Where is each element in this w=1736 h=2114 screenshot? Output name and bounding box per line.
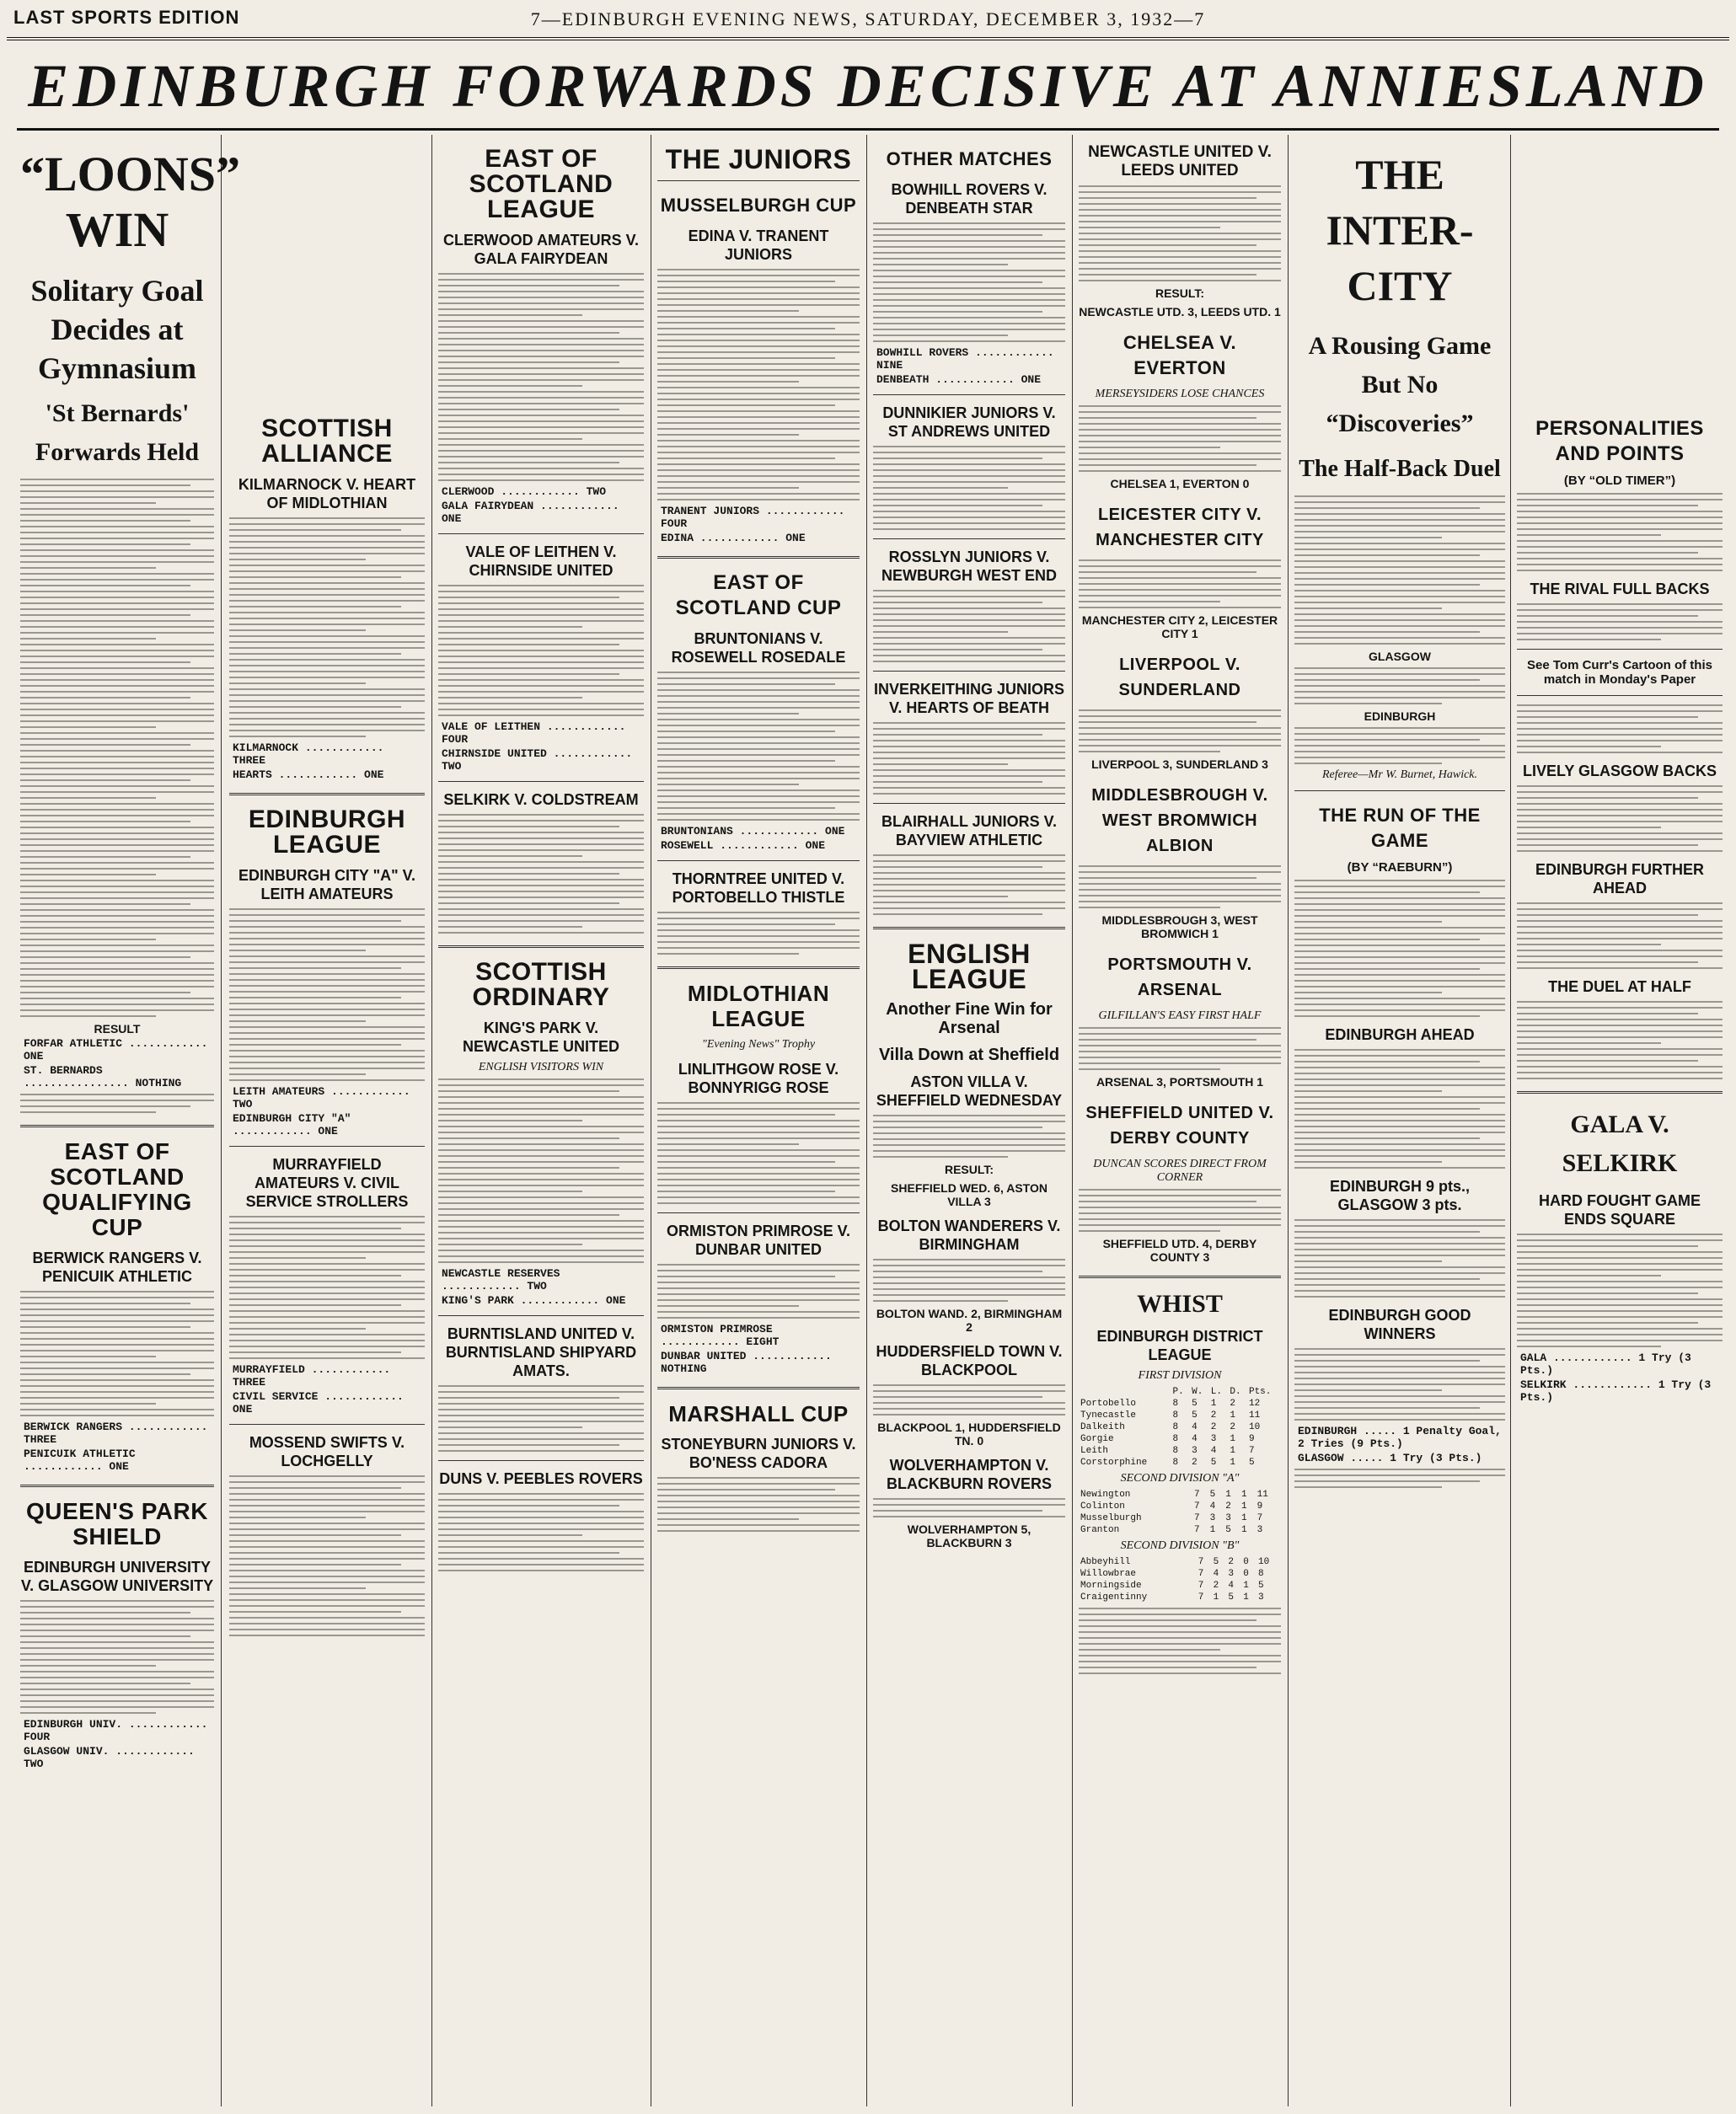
subheading: EDINBURGH FURTHER AHEAD (1535, 861, 1704, 896)
stat-cell: 3 (1228, 1569, 1235, 1579)
score-line: PENICUIK ATHLETIC ............ ONE (24, 1448, 136, 1473)
result-label: RESULT (94, 1022, 141, 1036)
team-name: Granton (1080, 1525, 1120, 1535)
result-label: RESULT: (944, 1163, 994, 1176)
stat-cell: 5 (1228, 1592, 1235, 1603)
match-heading: MOSSEND SWIFTS V. LOCHGELLY (249, 1434, 405, 1469)
match-heading: THORNTREE UNITED V. PORTOBELLO THISTLE (672, 870, 845, 906)
section-heading: MARSHALL CUP (668, 1401, 849, 1426)
score-line: DENBEATH ............ ONE (876, 373, 1042, 386)
column-header: L. (1210, 1387, 1222, 1397)
match-heading: CLERWOOD AMATEURS V. GALA FAIRYDEAN (442, 232, 639, 267)
stat-cell: 1 (1230, 1434, 1235, 1444)
gala-headline: GALA V. SELKIRK (1562, 1111, 1678, 1177)
stat-cell: 5 (1258, 1581, 1264, 1591)
stat-cell: 4 (1192, 1422, 1198, 1432)
whist-table (1079, 1489, 1281, 1536)
column-header: D. (1230, 1387, 1241, 1397)
score-line: NEWCASTLE RESERVES ............ TWO (442, 1267, 560, 1292)
stat-cell: 7 (1193, 1490, 1200, 1500)
score-line: BOWHILL ROVERS ............ NINE (876, 346, 1054, 372)
subheading: Villa Down at Sheffield (878, 1046, 1060, 1064)
stat-cell: 2 (1225, 1501, 1231, 1512)
team-name: Colinton (1080, 1501, 1125, 1512)
stat-cell: 5 (1248, 1458, 1255, 1468)
team-name: Corstorphine (1080, 1458, 1148, 1468)
score-line: LIVERPOOL 3, SUNDERLAND 3 (1091, 757, 1268, 771)
match-heading: BOWHILL ROVERS V. DENBEATH STAR (891, 181, 1047, 217)
match-note: GILFILLAN'S EASY FIRST HALF (1098, 1009, 1262, 1022)
date-line: 7—EDINBURGH EVENING NEWS, SATURDAY, DECEMBER 3, 1932—7 (530, 8, 1206, 29)
section-heading: OTHER MATCHES (886, 148, 1053, 169)
column-2 (229, 135, 425, 2106)
subheading: EDINBURGH AHEAD (1325, 1026, 1475, 1043)
team-name: Leith (1080, 1446, 1109, 1456)
stat-cell: 11 (1256, 1490, 1268, 1500)
edition-label: LAST SPORTS EDITION (13, 7, 240, 28)
stat-cell: 7 (1198, 1581, 1204, 1591)
table-header-row (1079, 1386, 1281, 1398)
section-heading: QUEEN'S PARK SHIELD (26, 1498, 208, 1549)
stat-cell: 7 (1193, 1513, 1200, 1523)
stat-cell: 4 (1210, 1446, 1217, 1456)
stat-cell: 8 (1172, 1446, 1179, 1456)
match-note: ENGLISH VISITORS WIN (478, 1061, 604, 1073)
team-label: GLASGOW (1369, 650, 1431, 663)
stat-cell: 2 (1192, 1458, 1198, 1468)
stat-cell: 10 (1248, 1422, 1261, 1432)
stat-cell: 9 (1256, 1501, 1263, 1512)
team-name: Dalkeith (1080, 1422, 1125, 1432)
stat-cell: 1 (1240, 1513, 1247, 1523)
stat-cell: 4 (1213, 1569, 1219, 1579)
whist-table (1079, 1556, 1281, 1603)
score-line: DUNBAR UNITED ............ NOTHING (661, 1350, 832, 1375)
stat-cell: 0 (1243, 1569, 1249, 1579)
stat-cell: 1 (1240, 1490, 1247, 1500)
stat-cell: 3 (1210, 1434, 1217, 1444)
stat-cell: 1 (1213, 1592, 1219, 1603)
subheading: HARD FOUGHT GAME ENDS SQUARE (1539, 1192, 1701, 1228)
whist-division: SECOND DIVISION "A" (1120, 1472, 1240, 1485)
score-line: EDINBURGH ..... 1 Penalty Goal, 2 Tries (9 Pts.) (1298, 1425, 1502, 1450)
stat-cell: 1 (1209, 1525, 1216, 1535)
column-1 (20, 135, 241, 2106)
stat-cell: 3 (1192, 1446, 1198, 1456)
trophy-note: "Evening News" Trophy (701, 1038, 816, 1051)
whist-league: EDINBURGH DISTRICT LEAGUE (1096, 1328, 1263, 1363)
stat-cell: 8 (1172, 1434, 1179, 1444)
score-line: BRUNTONIANS ............ ONE (661, 825, 845, 838)
team-name: Craigentinny (1080, 1592, 1148, 1603)
subheading: EDINBURGH GOOD WINNERS (1328, 1307, 1471, 1342)
stat-cell: 2 (1213, 1581, 1219, 1591)
referee-line: Referee—Mr W. Burnet, Hawick. (1321, 768, 1478, 781)
score-line: GALA FAIRYDEAN ............ ONE (442, 500, 619, 525)
score-line: KING'S PARK ............ ONE (442, 1294, 626, 1307)
stat-cell: 8 (1258, 1569, 1264, 1579)
stat-cell: 7 (1198, 1557, 1204, 1567)
cartoon-note: See Tom Curr's Cartoon of this match in Monday's Paper (1527, 658, 1712, 687)
column-header: W. (1192, 1387, 1203, 1397)
table-row (1079, 1445, 1281, 1457)
stat-cell: 1 (1243, 1592, 1249, 1603)
score-line: ST. BERNARDS ................ NOTHING (24, 1064, 182, 1089)
match-heading: MIDDLESBROUGH V. WEST BROMWICH ALBION (1091, 786, 1268, 855)
subheading: THE DUEL AT HALF (1548, 978, 1691, 995)
stat-cell: 11 (1248, 1410, 1261, 1421)
column-header: P. (1172, 1387, 1184, 1397)
match-heading: SHEFFIELD UNITED V. DERBY COUNTY (1085, 1104, 1274, 1148)
match-heading: LIVERPOOL V. SUNDERLAND (1118, 656, 1241, 699)
match-heading: BURNTISLAND UNITED V. BURNTISLAND SHIPYARD AMATS. (445, 1325, 637, 1379)
stat-cell: 7 (1193, 1525, 1200, 1535)
stat-cell: 3 (1225, 1513, 1231, 1523)
score-line: GLASGOW ..... 1 Try (3 Pts.) (1298, 1452, 1482, 1464)
stat-cell: 5 (1192, 1399, 1198, 1409)
column-4 (657, 135, 860, 2106)
score-line: SHEFFIELD WED. 6, ASTON VILLA 3 (891, 1181, 1047, 1208)
stat-cell: 1 (1240, 1525, 1247, 1535)
score-line: WOLVERHAMPTON 5, BLACKBURN 3 (907, 1523, 1031, 1549)
match-heading: VALE OF LEITHEN V. CHIRNSIDE UNITED (465, 543, 617, 579)
stat-cell: 0 (1243, 1557, 1249, 1567)
stat-cell: 5 (1192, 1410, 1198, 1421)
stat-cell: 3 (1258, 1592, 1264, 1603)
team-name: Newington (1080, 1490, 1131, 1500)
banner-headline: EDINBURGH FORWARDS DECISIVE AT ANNIESLAND (28, 52, 1708, 120)
match-heading: CHELSEA V. EVERTON (1123, 332, 1237, 378)
team-name: Gorgie (1080, 1434, 1114, 1444)
section-heading: EAST OF SCOTLAND QUALIFYING CUP (42, 1138, 192, 1240)
stat-cell: 5 (1209, 1490, 1216, 1500)
stat-cell: 7 (1198, 1592, 1204, 1603)
stat-cell: 7 (1193, 1501, 1200, 1512)
match-heading: NEWCASTLE UNITED V. LEEDS UNITED (1088, 143, 1272, 179)
match-heading: BERWICK RANGERS V. PENICUIK ATHLETIC (32, 1250, 202, 1285)
stat-cell: 2 (1228, 1557, 1235, 1567)
column-3 (438, 135, 644, 2106)
intercity-subhead-2: The Half-Back Duel (1299, 456, 1501, 482)
match-note: MERSEYSIDERS LOSE CHANCES (1095, 388, 1265, 400)
stat-cell: 4 (1192, 1434, 1198, 1444)
match-heading: DUNNIKIER JUNIORS V. ST ANDREWS UNITED (882, 404, 1056, 440)
team-name: Morningside (1080, 1581, 1142, 1591)
stat-cell: 4 (1209, 1501, 1216, 1512)
match-heading: STONEYBURN JUNIORS V. BO'NESS CADORA (661, 1436, 856, 1471)
match-heading: BRUNTONIANS V. ROSEWELL ROSEDALE (671, 630, 846, 666)
subheading: THE RIVAL FULL BACKS (1530, 581, 1710, 597)
match-heading: WOLVERHAMPTON V. BLACKBURN ROVERS (886, 1457, 1052, 1492)
column-header: Pts. (1248, 1387, 1272, 1397)
score-line: CLERWOOD ............ TWO (442, 485, 607, 498)
stat-cell: 5 (1225, 1525, 1231, 1535)
stat-cell: 1 (1225, 1490, 1231, 1500)
table-row (1079, 1592, 1281, 1603)
column-rule (221, 135, 222, 2106)
score-line: ROSEWELL ............ ONE (661, 839, 826, 852)
score-line: BLACKPOOL 1, HUDDERSFIELD TN. 0 (877, 1421, 1061, 1448)
table-row (1079, 1398, 1281, 1410)
table-row (1079, 1512, 1281, 1524)
byline: (BY “RAEBURN”) (1347, 860, 1453, 875)
score-line: SHEFFIELD UTD. 4, DERBY COUNTY 3 (1102, 1237, 1257, 1264)
table-row (1079, 1433, 1281, 1445)
section-heading: SCOTTISH ALLIANCE (261, 415, 393, 468)
score-line: ORMISTON PRIMROSE ............ EIGHT (661, 1323, 780, 1348)
column-5 (873, 135, 1065, 2106)
stat-cell: 7 (1198, 1569, 1204, 1579)
section-heading: PERSONALITIES AND POINTS (1535, 417, 1704, 465)
match-heading: INVERKEITHING JUNIORS V. HEARTS OF BEATH (873, 681, 1065, 716)
score-line: EDINBURGH UNIV. ............ FOUR (24, 1718, 208, 1743)
whist-heading: WHIST (1137, 1290, 1223, 1318)
score-line: NEWCASTLE UTD. 3, LEEDS UTD. 1 (1079, 305, 1281, 318)
stat-cell: 5 (1213, 1557, 1219, 1567)
table-row (1079, 1501, 1281, 1512)
score-line: EDINA ............ ONE (661, 532, 806, 544)
column-rule (1510, 135, 1511, 2106)
loons-subhead: Solitary Goal Decides at Gymnasium (30, 274, 204, 385)
match-heading: BLAIRHALL JUNIORS V. BAYVIEW ATHLETIC (881, 813, 1058, 848)
score-line: MIDDLESBROUGH 3, WEST BROMWICH 1 (1101, 913, 1258, 940)
table-row (1079, 1524, 1281, 1536)
stat-cell: 8 (1172, 1422, 1179, 1432)
intercity-headline: THE INTER-CITY (1326, 151, 1474, 309)
team-label: EDINBURGH (1364, 709, 1436, 723)
byline: (BY “OLD TIMER”) (1563, 474, 1676, 488)
score-line: EDINBURGH CITY "A" ............ ONE (233, 1112, 351, 1137)
stat-cell: 1 (1210, 1399, 1217, 1409)
stat-cell: 1 (1230, 1446, 1235, 1456)
score-line: LEITH AMATEURS ............ TWO (233, 1085, 410, 1111)
table-row (1079, 1556, 1281, 1568)
column-8 (1517, 135, 1723, 2106)
section-heading: EAST OF SCOTLAND LEAGUE (469, 145, 613, 223)
result-label: RESULT: (1155, 286, 1205, 300)
intercity-subhead: A Rousing Game But No “Discoveries” (1308, 332, 1492, 437)
section-heading: THE JUNIORS (665, 144, 852, 174)
section-heading: MIDLOTHIAN LEAGUE (687, 981, 830, 1031)
match-heading: ORMISTON PRIMROSE V. DUNBAR UNITED (666, 1223, 851, 1258)
match-note: DUNCAN SCORES DIRECT FROM CORNER (1093, 1158, 1267, 1184)
table-row (1079, 1457, 1281, 1469)
score-line: TRANENT JUNIORS ............ FOUR (661, 505, 845, 530)
whist-table (1079, 1386, 1281, 1469)
match-heading: MURRAYFIELD AMATEURS V. CIVIL SERVICE STROLLERS (245, 1156, 409, 1210)
match-heading: KILMARNOCK V. HEART OF MIDLOTHIAN (238, 476, 416, 511)
section-heading: MUSSELBURGH CUP (660, 195, 857, 216)
section-heading: ENGLISH LEAGUE (908, 939, 1031, 994)
column-rule (1288, 135, 1289, 2106)
score-line: MURRAYFIELD ............ THREE (233, 1363, 391, 1389)
score-line: VALE OF LEITHEN ............ FOUR (442, 720, 626, 746)
stat-cell: 12 (1248, 1399, 1261, 1409)
match-heading: KING'S PARK V. NEWCASTLE UNITED (463, 1020, 619, 1055)
score-line: CHELSEA 1, EVERTON 0 (1110, 477, 1250, 490)
score-line: KILMARNOCK ............ THREE (233, 741, 384, 767)
table-row (1079, 1568, 1281, 1580)
stat-cell: 1 (1230, 1410, 1235, 1421)
match-heading: LINLITHGOW ROSE V. BONNYRIGG ROSE (678, 1061, 839, 1096)
score-line: HEARTS ............ ONE (233, 768, 384, 781)
stat-cell: 1 (1230, 1458, 1235, 1468)
column-6 (1079, 135, 1281, 2106)
match-heading: ASTON VILLA V. SHEFFIELD WEDNESDAY (876, 1073, 1063, 1109)
stat-cell: 8 (1172, 1399, 1179, 1409)
score-line: SELKIRK ............ 1 Try (3 Pts.) (1520, 1378, 1712, 1404)
match-heading: PORTSMOUTH V. ARSENAL (1107, 955, 1252, 999)
subheading: EDINBURGH 9 pts., GLASGOW 3 pts. (1329, 1178, 1471, 1213)
article-text (20, 479, 214, 1017)
stat-cell: 1 (1240, 1501, 1247, 1512)
section-heading: EAST OF SCOTLAND CUP (675, 571, 842, 619)
section-heading: THE RUN OF THE GAME (1319, 805, 1481, 851)
match-heading: BOLTON WANDERERS V. BIRMINGHAM (877, 1218, 1061, 1253)
banner-rule (17, 128, 1719, 131)
team-name: Abbeyhill (1080, 1557, 1131, 1567)
whist-division: SECOND DIVISION "B" (1120, 1539, 1240, 1552)
team-name: Tynecastle (1080, 1410, 1137, 1421)
match-heading: SELKIRK V. COLDSTREAM (443, 791, 639, 808)
stat-cell: 9 (1248, 1434, 1255, 1444)
stat-cell: 2 (1210, 1410, 1217, 1421)
table-row (1079, 1489, 1281, 1501)
stat-cell: 5 (1210, 1458, 1217, 1468)
stat-cell: 8 (1172, 1410, 1179, 1421)
section-heading: EDINBURGH LEAGUE (248, 805, 406, 859)
stat-cell: 3 (1209, 1513, 1216, 1523)
table-row (1079, 1421, 1281, 1433)
table-row (1079, 1580, 1281, 1592)
score-line: BERWICK RANGERS ............ THREE (24, 1421, 208, 1446)
match-heading: EDINBURGH UNIVERSITY V. GLASGOW UNIVERSITY (20, 1559, 214, 1594)
stat-cell: 4 (1228, 1581, 1235, 1591)
score-line: FORFAR ATHLETIC ............ ONE (24, 1037, 208, 1062)
match-heading: EDINBURGH CITY "A" V. LEITH AMATEURS (238, 867, 416, 902)
masthead (7, 5, 1729, 40)
stat-cell: 3 (1256, 1525, 1263, 1535)
subheading: LIVELY GLASGOW BACKS (1522, 763, 1717, 779)
stat-cell: 1 (1243, 1581, 1249, 1591)
match-heading: HUDDERSFIELD TOWN V. BLACKPOOL (876, 1343, 1063, 1378)
stat-cell: 8 (1172, 1458, 1179, 1468)
stat-cell: 2 (1210, 1422, 1217, 1432)
column-rule (431, 135, 432, 2106)
column-rule (866, 135, 867, 2106)
loons-subhead-2: 'St Bernards' Forwards Held (35, 399, 200, 466)
score-line: CHIRNSIDE UNITED ............ TWO (442, 747, 633, 773)
stat-cell: 2 (1230, 1399, 1235, 1409)
column-rule (1072, 135, 1073, 2106)
score-line: GALA ............ 1 Try (3 Pts.) (1520, 1351, 1691, 1377)
stat-cell: 7 (1248, 1446, 1255, 1456)
team-name: Portobello (1080, 1399, 1137, 1409)
team-name: Musselburgh (1080, 1513, 1142, 1523)
stat-cell: 10 (1258, 1557, 1270, 1567)
score-line: MANCHESTER CITY 2, LEICESTER CITY 1 (1081, 613, 1278, 640)
section-heading: SCOTTISH ORDINARY (472, 958, 610, 1011)
column-7 (1294, 135, 1505, 2106)
score-line: GLASGOW UNIV. ............ TWO (24, 1745, 195, 1770)
score-line: BOLTON WAND. 2, BIRMINGHAM 2 (876, 1307, 1063, 1334)
team-name: Willowbrae (1080, 1569, 1137, 1579)
stat-cell: 7 (1256, 1513, 1263, 1523)
match-heading: ROSSLYN JUNIORS V. NEWBURGH WEST END (881, 549, 1057, 584)
match-heading: LEICESTER CITY V. MANCHESTER CITY (1096, 506, 1264, 549)
whist-division: FIRST DIVISION (1138, 1369, 1222, 1382)
match-heading: DUNS V. PEEBLES ROVERS (439, 1470, 643, 1487)
stat-cell: 2 (1230, 1422, 1235, 1432)
score-line: CIVIL SERVICE ............ ONE (233, 1390, 404, 1416)
subheading: Another Fine Win for Arsenal (886, 1000, 1053, 1037)
table-row (1079, 1410, 1281, 1421)
score-line: ARSENAL 3, PORTSMOUTH 1 (1096, 1075, 1264, 1089)
match-heading: EDINA V. TRANENT JUNIORS (688, 227, 829, 263)
loons-headline: “LOONS” WIN (20, 147, 241, 257)
